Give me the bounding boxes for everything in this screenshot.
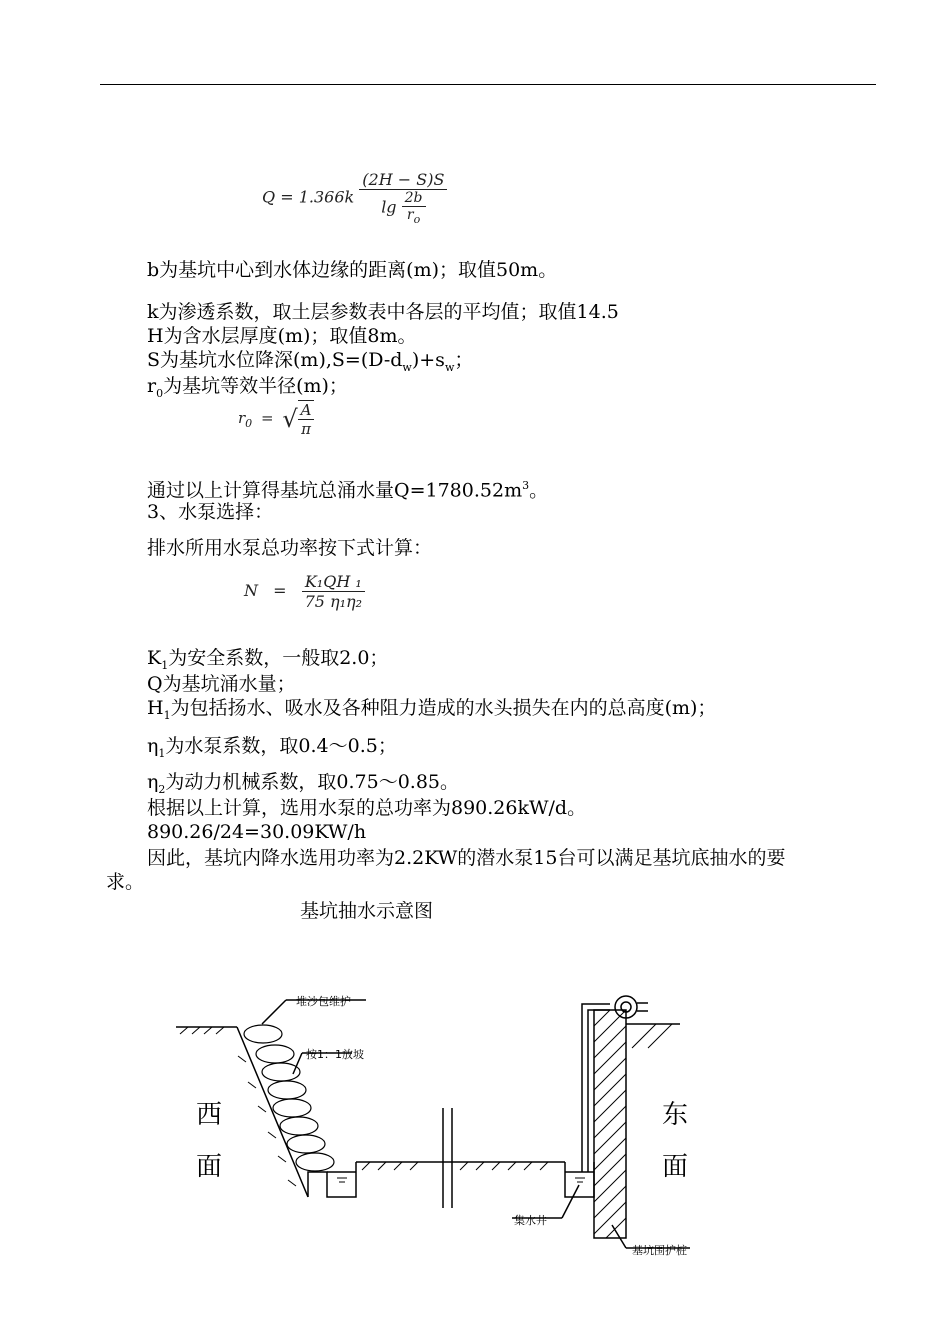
text-pump-intro: 排水所用水泵总功率按下式计算： xyxy=(147,537,433,559)
label-wall: 基坑围护桩 xyxy=(632,1244,687,1257)
text-r0: $r_0$为基坑等效半径(m)； xyxy=(147,375,348,400)
text-k1: $K_1$为安全系数，一般取2.0； xyxy=(147,647,389,672)
text-result: 根据以上计算，选用水泵的总功率为890.26kW/d。 xyxy=(147,797,587,819)
text-total-q: 通过以上计算得基坑总涌水量$Q=1780.52m^3$。 xyxy=(147,479,549,502)
text-conclusion-2: 求。 xyxy=(106,871,145,893)
formula-q-denominator: lg $\frac{2b}{r_o}$ xyxy=(359,190,447,226)
formula-r0: $r_0$ = √ $\frac{A}{\pi}$ xyxy=(238,400,314,438)
label-west-1: 西 xyxy=(196,1100,223,1130)
text-eta2: $\eta_2$为动力机械系数，取0.75～0.85。 xyxy=(147,771,460,796)
text-b: b为基坑中心到水体边缘的距离(m)；取值50m。 xyxy=(147,259,558,281)
formula-q-k: k xyxy=(344,187,355,207)
text-h: H为含水层厚度(m)；取值8m。 xyxy=(147,325,417,347)
text-eta1: $\eta_1$为水泵系数，取0.4～0.5； xyxy=(147,735,397,760)
section-pump: 3、水泵选择： xyxy=(147,501,274,523)
figure-caption: 基坑抽水示意图 xyxy=(300,900,434,922)
label-west-2: 面 xyxy=(196,1152,223,1182)
text-conclusion-1: 因此，基坑内降水选用功率为2.2KW的潜水泵15台可以满足基坑底抽水的要 xyxy=(147,847,786,869)
text-qd: Q为基坑涌水量； xyxy=(147,673,296,695)
text-k: k为渗透系数，取土层参数表中各层的平均值；取值14.5 xyxy=(147,301,619,323)
text-calc: 890.26/24=30.09KW/h xyxy=(147,821,367,843)
formula-n: N = $\frac{\text{K₁QH ₁}}{\text{75 η₁η₂}}$ xyxy=(244,572,365,611)
label-sandbag: 堆沙包维护 xyxy=(296,995,351,1008)
label-slope: 按1：1放坡 xyxy=(306,1048,364,1061)
text-s: S为基坑水位降深$(m),S=(D-d_w)+s_w$； xyxy=(147,349,474,374)
text-h1: $H_1$为包括扬水、吸水及各种阻力造成的水头损失在内的总高度(m)； xyxy=(147,697,717,722)
label-sump: 集水井 xyxy=(514,1214,547,1227)
formula-q-numerator: (2H − S)S xyxy=(359,170,447,190)
label-east-1: 东 xyxy=(662,1100,689,1130)
label-east-2: 面 xyxy=(662,1152,689,1182)
formula-q-lhs: Q = 1.366 xyxy=(262,187,345,207)
